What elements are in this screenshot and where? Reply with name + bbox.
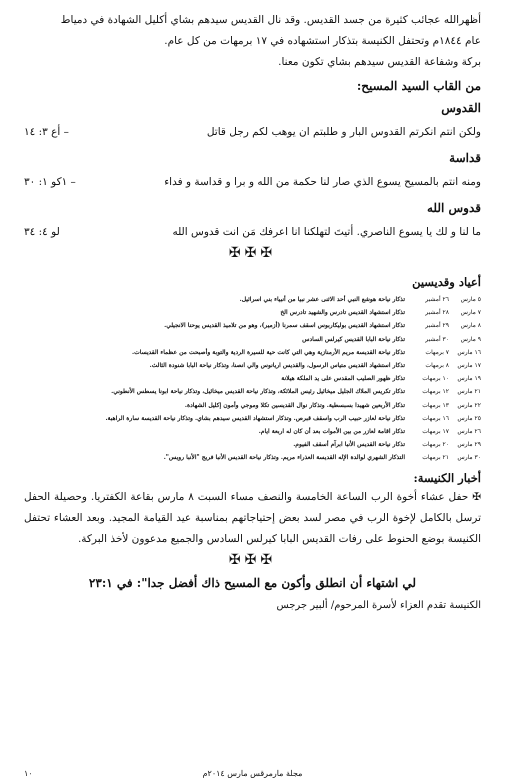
feast-date-gregorian: ١٦ مارس: [457, 348, 481, 356]
feast-description: تذكار استشهاد القديس تادرس والشهيد تادرس الخ: [280, 309, 405, 317]
feast-date-gregorian: ٢٢ مارس: [457, 401, 481, 409]
footer-title: مجلة مارمرقس مارس ٢٠١٤م: [202, 769, 303, 778]
intro-line-3: بركة وشفاعة القديس سيدهم بشاي تكون معنا.: [278, 56, 481, 68]
section-heading-3: قدوس الله: [426, 201, 481, 215]
feast-date-gregorian: ٩ مارس: [460, 335, 481, 343]
table-row: [24, 399, 481, 412]
feast-date-coptic: ٢٦ أمشير: [425, 296, 449, 303]
feast-date-coptic: ١٠ برمهات: [422, 375, 449, 383]
feast-date-coptic: ١٦ برمهات: [422, 414, 449, 422]
verse-ref: – ١كو ١: ٣٠: [24, 176, 76, 188]
feast-description: تذكار اقامة لعازر من بين الأموات بعد أن كان له اربعة ايام.: [258, 428, 405, 436]
table-row: [24, 385, 481, 398]
feast-date-gregorian: ٨ مارس: [460, 322, 481, 330]
table-row: [24, 293, 481, 306]
table-row: [24, 438, 481, 451]
table-row: [24, 412, 481, 425]
table-row: [24, 451, 481, 464]
table-row: [24, 346, 481, 359]
table-row: [24, 359, 481, 372]
feasts-table: [24, 293, 481, 465]
feast-date-gregorian: ٥ مارس: [460, 296, 481, 303]
feast-date-gregorian: ٢٦ مارس: [457, 428, 481, 436]
feast-date-coptic: ٣٠ أمشير: [425, 335, 449, 343]
verse-text: ما لنا و لك يا يسوع الناصري. أتيتَ لتهلكنا انا اعرفك مَن انت قدوس الله: [172, 226, 481, 238]
feast-date-gregorian: ٣٠ مارس: [457, 454, 481, 462]
feast-description: التذكار الشهري لوالدة الإله القديسة العذراء مريم. وتذكار نياحة القديس الأنبا فريج "الأنبا رويس".: [163, 454, 405, 462]
section-verse-3: [24, 221, 481, 243]
feast-description: تذكار نياحة القديسة مريم الأرمنازية وهي التي كانت حية للسيرة الردية والتوبة وأصبحت من عظماء القديسات.: [132, 348, 405, 356]
feast-description: تذكار الأربعين شهيدا بسبسطية. وتذكار نوال القديسين تكلا وموجي وأمون إكليل الشهادة.: [184, 401, 405, 409]
feast-date-gregorian: ٢٩ مارس: [457, 441, 481, 449]
feast-date-gregorian: ٧ مارس: [460, 309, 481, 317]
verse-text: ولكن انتم انكرتم القدوس البار و طلبتم ان يوهب لكم رجل قاتل: [206, 126, 481, 138]
feast-date-coptic: ٢١ برمهات: [422, 454, 449, 462]
intro-line-2: عام ١٨٤٤م وتحتفل الكنيسة بتذكار استشهاده في ١٧ برمهات من كل عام.: [164, 35, 481, 47]
table-row: [24, 333, 481, 346]
feast-description: تذكار نياحة لعازر حبيب الرب واسقف قبرص. وتذكار استشهاد القديس سيدهم بشاي. وتذكار نياحة القديسة سارة الراهبة.: [105, 414, 405, 422]
table-row: [24, 319, 481, 332]
feast-description: تذكار نياحة القديس الأنبا ابرآم أسقف الفيوم.: [293, 441, 405, 449]
section-verse-2: [24, 171, 481, 193]
feast-date-coptic: ٧ برمهات: [425, 348, 449, 356]
feast-date-gregorian: ١٧ مارس: [457, 362, 481, 370]
table-row: [24, 306, 481, 319]
verse-text: ومنه انتم بالمسيح يسوع الذي صار لنا حكمة من الله و برا و قداسة و فداء: [164, 176, 481, 188]
verse-ref: – أع ٣: ١٤: [24, 126, 69, 138]
cross-icon: ✠: [472, 490, 481, 503]
verse-ref: لو ٤: ٣٤: [24, 226, 60, 238]
intro-line-1: أظهرالله عجائب كثيرة من جسد القديس. وقد نال القديس سيدهم بشاي أكليل الشهادة في دمياط: [60, 14, 481, 26]
feast-date-coptic: ٢٠ برمهات: [422, 441, 449, 449]
condolence-note: الكنيسة تقدم العزاء لأسرة المرحوم/ ألبير جرجس: [276, 599, 481, 611]
news-text: حفل عشاء أخوة الرب الساعة الخامسة والنصف مساء السبت ٨ مارس بقاعة الكفتريا. وحصيلة الحفل ترسل بالكامل لإخوة الرب في مصر لسد بعض إحتياجاتهم بمناسبة عيد القيامة المجيد. وبعد العشاء تحتفل الكنيسة بوضع الحنوط على رفات القديس البابا كيرلس السادس والجميع مدعوون لأخذ البركة.: [24, 490, 481, 545]
table-row: [24, 425, 481, 438]
cross-divider-icon: ✠✠✠: [228, 551, 277, 568]
feast-date-coptic: ١٢ برمهات: [422, 388, 449, 396]
feast-date-coptic: ٨ برمهات: [425, 362, 449, 370]
titles-heading: من القاب السيد المسيح:: [356, 79, 481, 93]
feast-description: تذكار نياحة هوشع النبي أحد الاثنى عشر نبيا من أنبياء بني اسرائيل.: [239, 296, 405, 303]
feast-date-coptic: ٢٩ أمشير: [425, 322, 449, 330]
feast-date-coptic: ٢٨ أمشير: [425, 309, 449, 317]
section-verse-1: [24, 121, 481, 143]
feast-date-coptic: ١٣ برمهات: [422, 401, 449, 409]
quote: لي اشتهاء أن انطلق وأكون مع المسيح ذاك أفضل جدا": في ٢٣:١: [88, 575, 417, 590]
section-heading-2: قداسة: [449, 151, 481, 165]
feast-date-coptic: ١٧ برمهات: [422, 428, 449, 436]
page-number: ١٠: [24, 769, 33, 778]
feast-description: تذكار استشهاد القديس متياس الرسول، والقديس اريانوس والي انصنا، وتذكار نياحة البابا شنودة الثالث.: [149, 362, 405, 370]
news-paragraph: [24, 487, 481, 550]
feast-description: تذكار ظهور الصليب المقدس على يد الملكة هيلانة: [281, 375, 405, 383]
feast-description: تذكار نياحة البابا القديس كيرلس السادس: [302, 335, 405, 343]
feast-description: تذكار تكريس الملاك الجليل ميخائيل رئيس الملائكة، وتذكار نياحة القديس ميخائيل، وتذكار نياحة ابونا يسطس الأنطوني.: [111, 388, 405, 396]
feast-date-gregorian: ٢٥ مارس: [457, 414, 481, 422]
section-heading-1: القدوس: [441, 101, 481, 115]
feast-date-gregorian: ١٩ مارس: [457, 375, 481, 383]
table-row: [24, 372, 481, 385]
feast-description: تذكار استشهاد القديس بوليكاربوس اسقف سمرنا (أزمير)، وهو من تلاميذ القديس يوحنا الانجيلي.: [164, 322, 405, 330]
news-title: أخبار الكنيسة:: [413, 470, 481, 485]
feast-date-gregorian: ٢١ مارس: [457, 388, 481, 396]
cross-divider-icon: ✠✠✠: [228, 245, 277, 261]
feasts-title: أعياد وقديسين: [412, 275, 481, 289]
